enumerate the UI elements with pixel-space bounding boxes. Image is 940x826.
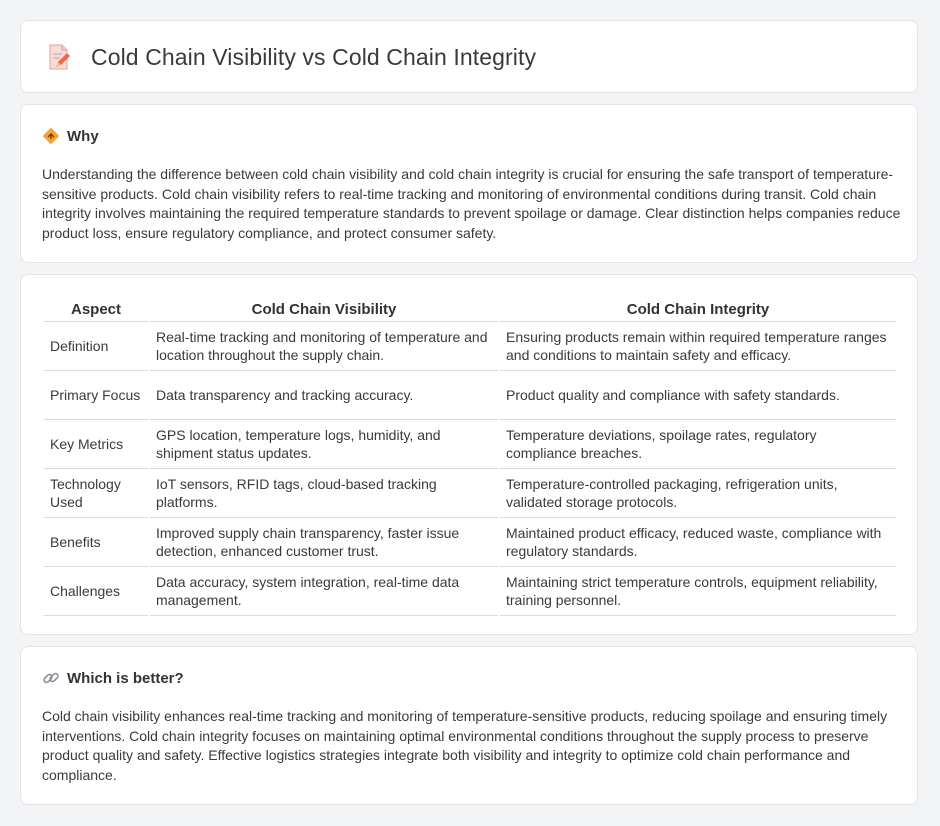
why-title: Why [67, 127, 99, 145]
document-pencil-icon [47, 43, 71, 71]
why-card [20, 104, 918, 263]
comparison-table [42, 295, 898, 616]
row-aspect: Challenges [44, 567, 148, 616]
row-visibility: Improved supply chain transparency, faster issue detection, enhanced customer trust. [150, 518, 498, 567]
row-visibility: Data transparency and tracking accuracy. [150, 371, 498, 420]
header-aspect: Aspect [44, 295, 148, 322]
header-integrity: Cold Chain Integrity [500, 295, 896, 322]
row-integrity: Ensuring products remain within required temperature ranges and conditions to maintain safety and efficacy. [500, 322, 896, 371]
row-aspect: Definition [44, 322, 148, 371]
link-icon [42, 669, 60, 687]
row-visibility: IoT sensors, RFID tags, cloud-based tracking platforms. [150, 469, 498, 518]
row-integrity: Maintaining strict temperature controls, equipment reliability, training personnel. [500, 567, 896, 616]
better-title: Which is better? [67, 669, 184, 687]
table-row [44, 518, 896, 567]
which-better-card [20, 646, 918, 805]
better-heading [42, 669, 184, 687]
row-integrity: Maintained product efficacy, reduced waste, compliance with regulatory standards. [500, 518, 896, 567]
table-row [44, 420, 896, 469]
table-row [44, 469, 896, 518]
row-visibility: GPS location, temperature logs, humidity, and shipment status updates. [150, 420, 498, 469]
table-row [44, 322, 896, 371]
comparison-card [20, 274, 918, 635]
table-header-row [44, 295, 896, 322]
title-row [47, 43, 536, 71]
row-integrity: Temperature deviations, spoilage rates, regulatory compliance breaches. [500, 420, 896, 469]
table-row [44, 567, 896, 616]
row-aspect: Benefits [44, 518, 148, 567]
row-visibility: Data accuracy, system integration, real-time data management. [150, 567, 498, 616]
header-card [20, 20, 918, 93]
better-text: Cold chain visibility enhances real-time tracking and monitoring of temperature-sensitive products, reducing spoilage and ensuring timely interventions. Cold chain integrity focuses on maintaining optimal environmental conditions throughout the supply process to preserve product quality and safety. Effective logistics strategies integrate both visibility and integrity to optimize cold chain performance and compliance. [42, 708, 888, 783]
diamond-sign-icon [42, 127, 60, 145]
page-title: Cold Chain Visibility vs Cold Chain Integrity [91, 43, 537, 70]
row-aspect: Primary Focus [44, 371, 148, 420]
row-integrity: Product quality and compliance with safety standards. [500, 371, 896, 420]
header-visibility: Cold Chain Visibility [150, 295, 498, 322]
row-visibility: Real-time tracking and monitoring of temperature and location throughout the supply chain. [150, 322, 498, 371]
row-aspect: Technology Used [44, 469, 148, 518]
row-aspect: Key Metrics [44, 420, 148, 469]
why-text: Understanding the difference between cold chain visibility and cold chain integrity is crucial for ensuring the safe transport of temperature-sensitive products. Cold chain visibility refers to real-time tracking and monitoring of environmental conditions during transit. Cold chain integrity involves maintaining the required temperature standards to prevent spoilage or damage. Clear distinction helps companies reduce product loss, ensure regulatory compliance, and protect consumer safety. [42, 166, 901, 241]
row-integrity: Temperature-controlled packaging, refrigeration units, validated storage protocols. [500, 469, 896, 518]
why-heading [42, 127, 99, 145]
table-row [44, 371, 896, 420]
